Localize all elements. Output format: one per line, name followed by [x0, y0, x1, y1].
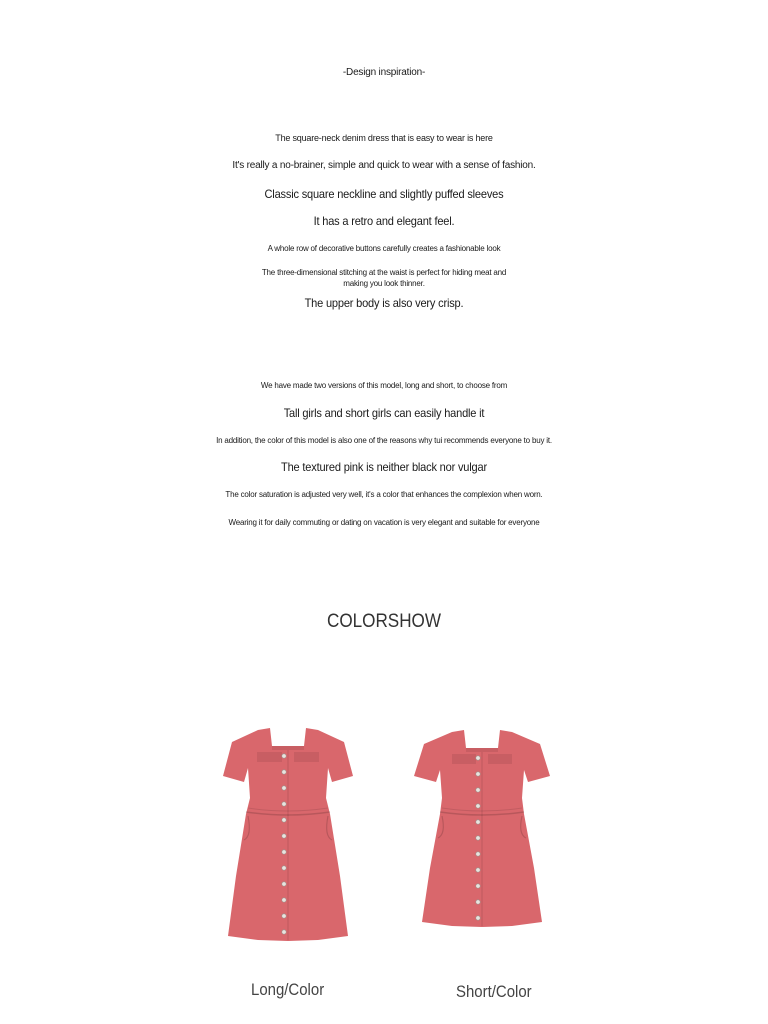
description-line: It's really a no-brainer, simple and quick to wear with a sense of fashion. — [232, 160, 536, 171]
dress-button — [282, 834, 286, 838]
description-line: The upper body is also very crisp. — [304, 296, 464, 310]
dress-button — [282, 866, 286, 870]
colorshow-title: COLORSHOW — [326, 611, 442, 632]
description-line: In addition, the color of this model is also one of the reasons why tui recommends everyone to buy it. — [216, 436, 552, 445]
design-inspiration-title: -Design inspiration- — [342, 67, 426, 78]
dress-button — [476, 820, 480, 824]
description-line: The textured pink is neither black nor vulgar — [281, 460, 487, 474]
dress-button — [282, 770, 286, 774]
caption-long: Long/Color — [251, 980, 325, 999]
description-line: Tall girls and short girls can easily handle it — [283, 406, 485, 420]
dress-button — [282, 786, 286, 790]
dress-long-shape — [223, 728, 353, 941]
dress-button — [476, 884, 480, 888]
dress-button — [282, 802, 286, 806]
dress-button — [476, 868, 480, 872]
dress-short-shape — [414, 730, 550, 927]
dress-button — [282, 898, 286, 902]
dress-button — [282, 818, 286, 822]
dress-button — [476, 804, 480, 808]
dress-button — [476, 852, 480, 856]
dress-button — [476, 836, 480, 840]
dress-button — [476, 900, 480, 904]
dress-button — [476, 788, 480, 792]
description-line: The square-neck denim dress that is easy to wear is here — [275, 133, 493, 143]
dress-button — [282, 882, 286, 886]
dress-short-image — [412, 728, 552, 928]
dress-button — [476, 772, 480, 776]
description-line: A whole row of decorative buttons carefully creates a fashionable look — [267, 244, 501, 253]
description-line: The three-dimensional stitching at the waist is perfect for hiding meat and making you look thinner. — [261, 268, 507, 288]
dress-button — [282, 850, 286, 854]
caption-short: Short/Color — [456, 982, 532, 1001]
dress-long-image — [222, 726, 354, 942]
dress-button — [282, 754, 286, 758]
description-line: The color saturation is adjusted very well, it's a color that enhances the complexion when worn. — [225, 490, 543, 499]
description-line: Wearing it for daily commuting or dating on vacation is very elegant and suitable for everyone — [228, 518, 540, 527]
dress-button — [476, 916, 480, 920]
description-line: Classic square neckline and slightly puffed sleeves — [264, 187, 504, 201]
description-line: We have made two versions of this model, long and short, to choose from — [260, 381, 508, 390]
dress-button — [476, 756, 480, 760]
description-line: It has a retro and elegant feel. — [313, 214, 455, 228]
dress-button — [282, 914, 286, 918]
dress-button — [282, 930, 286, 934]
